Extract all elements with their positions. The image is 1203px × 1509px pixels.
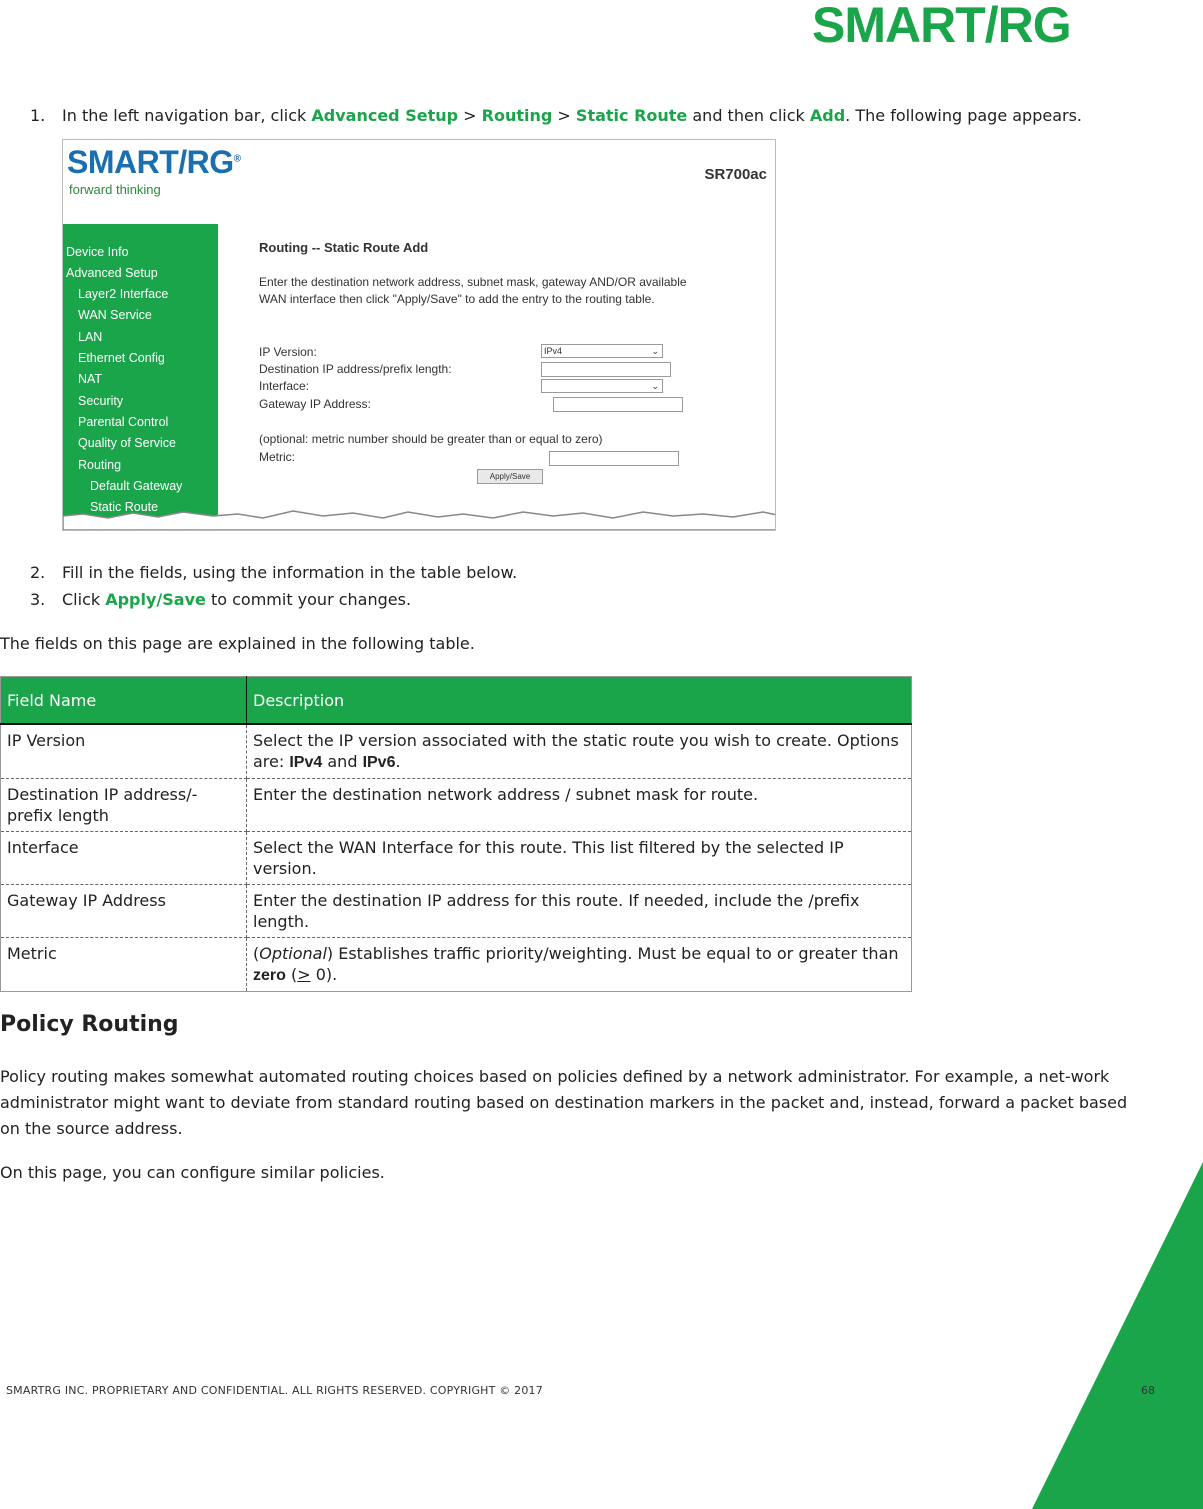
screenshot-logo: SMART/RG® [67, 144, 241, 180]
static-route-link: Static Route [575, 106, 688, 125]
nav-lan: LAN [78, 330, 103, 344]
policy-paragraph-2: On this page, you can configure similar policies. [0, 1163, 385, 1182]
nav-static-route: Static Route [90, 500, 159, 514]
screenshot-tagline: forward thinking [69, 182, 161, 197]
nav-advanced-setup: Advanced Setup [66, 266, 158, 280]
add-link: Add [809, 106, 846, 125]
header-description: Description [247, 677, 912, 725]
table-header-row [1, 677, 912, 725]
gateway-input[interactable] [553, 397, 683, 412]
advanced-setup-link: Advanced Setup [311, 106, 459, 125]
torn-edge [63, 506, 776, 530]
nav-routing: Routing [78, 458, 122, 472]
table-row: IP Version Select the IP version associated with the static route you wish to create. Options are: IPv4 and IPv6. [1, 724, 912, 779]
brand-logo: SMART/RG [812, 0, 1071, 53]
nav-device-info: Device Info [66, 245, 129, 259]
static-route-screenshot: SMART/RG® forward thinking SR700ac Device Info Advanced Setup Layer2 Interface WAN Service LAN Ethernet Config NAT Security Parental Control Quality of Service Routing Default Gateway Static Route Routing -- Static Route Add Enter the destination network address, subnet mask, gateway AND/OR available WAN interface then click "Apply/Save" to add the entry to the routing table. IP Version: Destination IP address/prefix length: Interface: Gateway IP Address: (optional: metric number should be greater than or equal to zero) Metric: IPv4 ⌄ ⌄ Apply/Save [62, 139, 776, 531]
table-row: Gateway IP Address Enter the destination IP address for this route. If needed, include the /prefix length. [1, 885, 912, 938]
nav-ethernet: Ethernet Config [78, 351, 165, 365]
table-intro: The fields on this page are explained in the following table. [0, 634, 475, 653]
table-row: Metric (Optional) Establishes traffic priority/weighting. Must be equal to or greater than zero (> 0). [1, 938, 912, 992]
nav-default-gateway: Default Gateway [90, 479, 183, 493]
footer-copyright: SMARTRG INC. PROPRIETARY AND CONFIDENTIAL. ALL RIGHTS RESERVED. COPYRIGHT © 2017 [6, 1384, 543, 1397]
metric-input[interactable] [549, 451, 679, 466]
nav-nat: NAT [78, 372, 103, 386]
step-2: 2. Fill in the fields, using the information in the table below. [30, 563, 518, 582]
page-number: 68 [1141, 1384, 1155, 1397]
policy-paragraph-1: Policy routing makes somewhat automated routing choices based on policies defined by a network administrator. For example, a net-work administrator might want to deviate from standard routing based on destination markers in the packet and, instead, forward a packet based on the source address. [0, 1067, 1128, 1138]
nav-qos: Quality of Service [78, 436, 176, 450]
interface-select[interactable] [541, 379, 663, 393]
screenshot-model: SR700ac [704, 166, 767, 183]
fields-table [0, 676, 912, 992]
chevron-down-icon: ⌄ [651, 346, 659, 356]
destination-input[interactable] [541, 362, 671, 377]
form-title: Routing -- Static Route Add [259, 240, 429, 255]
step-3: 3. Click Apply/Save to commit your changes. [30, 590, 412, 609]
apply-save-button[interactable]: Apply/Save [477, 469, 543, 484]
screenshot-nav [63, 224, 218, 524]
ip-version-select[interactable]: IPv4 ⌄ [541, 344, 663, 358]
table-row: Interface Select the WAN Interface for this route. This list filtered by the selected IP version. [1, 832, 912, 885]
apply-save-link: Apply/Save [105, 590, 206, 609]
table-row: Destination IP address/-prefix length Enter the destination network address / subnet mask for route. [1, 779, 912, 832]
nav-parental: Parental Control [78, 415, 169, 429]
nav-layer2: Layer2 Interface [78, 287, 169, 301]
nav-security: Security [78, 394, 124, 408]
step-1: 1. In the left navigation bar, click Advanced Setup > Routing > Static Route and then click Add. The following page appears. [30, 106, 1083, 125]
chevron-down-icon: ⌄ [651, 381, 659, 391]
nav-wan: WAN Service [78, 308, 152, 322]
header-field-name: Field Name [1, 677, 247, 725]
routing-link: Routing [481, 106, 553, 125]
policy-routing-heading: Policy Routing [0, 1012, 179, 1037]
